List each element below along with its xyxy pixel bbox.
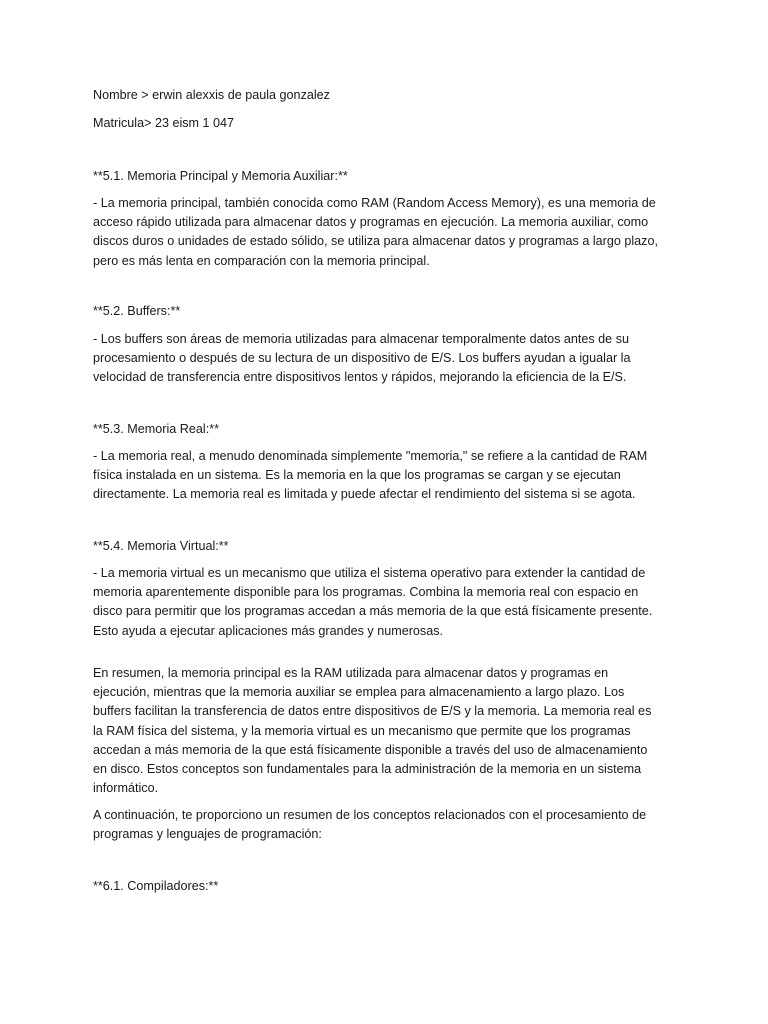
body-line: accedan a más memoria de la que está físicamente disponible a través del uso de almacenamiento	[93, 742, 648, 757]
section-body-5-4	[93, 564, 683, 641]
body-line: - La memoria virtual es un mecanismo que utiliza el sistema operativo para extender la cantidad de	[93, 566, 646, 580]
body-line: - Los buffers son áreas de memoria utilizadas para almacenar temporalmente datos antes de su	[93, 332, 629, 346]
body-line: - La memoria principal, también conocida como RAM (Random Access Memory), es una memoria de	[93, 196, 656, 210]
summary-paragraph	[93, 664, 683, 798]
body-line: programas y lenguajes de programación:	[93, 827, 322, 842]
body-line: velocidad de transferencia entre dispositivos lentos y rápidos, mejorando la eficiencia de la E/S.	[93, 370, 627, 385]
body-line: ejecución, mientras que la memoria auxiliar se emplea para almacenamiento a largo plazo. Los	[93, 685, 625, 700]
section-heading-5-2: **5.2. Buffers:**	[93, 304, 181, 318]
body-line: A continuación, te proporciono un resumen de los conceptos relacionados con el procesamiento de	[93, 808, 647, 822]
body-line: procesamiento o después de su lectura de un dispositivo de E/S. Los buffers ayudan a igualar la	[93, 351, 631, 366]
section-body-5-2	[93, 330, 683, 388]
section-heading-5-4: **5.4. Memoria Virtual:**	[93, 539, 229, 553]
body-line: acceso rápido utilizada para almacenar datos y programas en ejecución. La memoria auxiliar, como	[93, 215, 649, 230]
body-line: física instalada en un sistema. Es la memoria en la que los programas se cargan y se ejecutan	[93, 468, 621, 483]
section-heading-5-3: **5.3. Memoria Real:**	[93, 422, 219, 436]
body-line: pero es más lenta en comparación con la memoria principal.	[93, 253, 430, 268]
body-line: discos duros o unidades de estado sólido, se utiliza para almacenar datos y programas a largo plazo,	[93, 234, 658, 249]
body-line: en disco. Estos conceptos son fundamentales para la administración de la memoria en un sistema	[93, 762, 642, 777]
body-line: la RAM física del sistema, y la memoria virtual es un mecanismo que permite que los programas	[93, 723, 631, 738]
body-line: disco para permitir que los programas accedan a más memoria de la que está físicamente presente.	[93, 604, 653, 619]
body-line: Esto ayuda a ejecutar aplicaciones más grandes y numerosas.	[93, 623, 444, 638]
intro-paragraph	[93, 806, 683, 844]
body-line: - La memoria real, a menudo denominada simplemente "memoria," se refiere a la cantidad de RAM	[93, 449, 648, 463]
body-line: buffers facilitan la transferencia de datos entre dispositivos de E/S y la memoria. La memoria real es	[93, 704, 652, 719]
body-line: memoria aparentemente disponible para los programas. Combina la memoria real con espacio en	[93, 585, 639, 600]
name-line: Nombre > erwin alexxis de paula gonzalez	[93, 88, 330, 102]
matricula-line: Matricula> 23 eism 1 047	[93, 116, 235, 130]
body-line: informático.	[93, 781, 159, 796]
section-body-5-1	[93, 194, 683, 271]
section-body-5-3	[93, 447, 683, 505]
body-line: directamente. La memoria real es limitada y puede afectar el rendimiento del sistema si se agota.	[93, 487, 636, 502]
section-heading-6-1: **6.1. Compiladores:**	[93, 879, 219, 893]
section-heading-5-1: **5.1. Memoria Principal y Memoria Auxiliar:**	[93, 169, 348, 183]
body-line: En resumen, la memoria principal es la RAM utilizada para almacenar datos y programas en	[93, 666, 609, 680]
